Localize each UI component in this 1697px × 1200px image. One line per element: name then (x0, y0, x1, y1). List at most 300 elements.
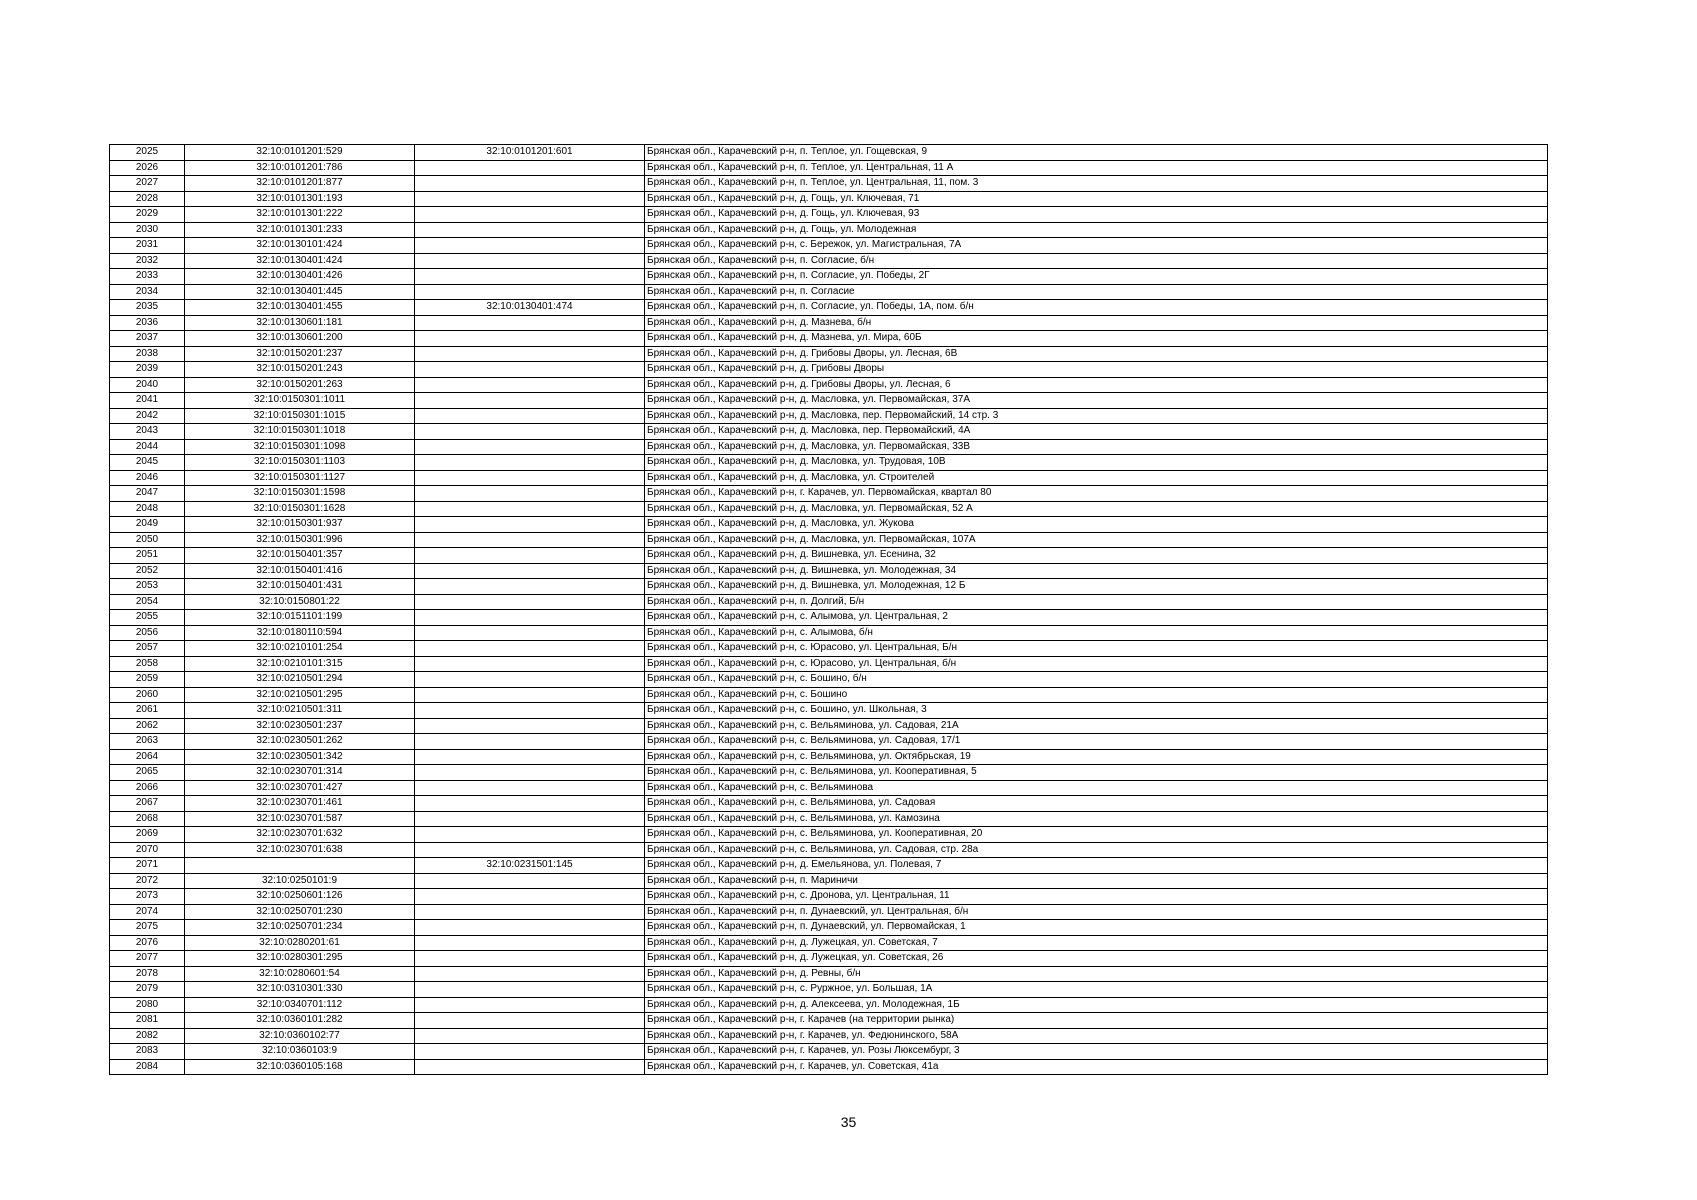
cadastral-number-cell: 32:10:0130401:424 (185, 253, 415, 269)
row-number-cell: 2056 (110, 625, 185, 641)
linked-cadastral-number-cell (415, 455, 645, 471)
linked-cadastral-number-cell (415, 532, 645, 548)
address-cell: Брянская обл., Карачевский р-н, д. Масловка, ул. Строителей (645, 470, 1548, 486)
cadastral-number-cell: 32:10:0130601:181 (185, 315, 415, 331)
cadastral-number-cell: 32:10:0150301:1015 (185, 408, 415, 424)
cadastral-number-cell: 32:10:0360105:168 (185, 1059, 415, 1075)
address-cell: Брянская обл., Карачевский р-н, д. Мазнева, ул. Мира, 60Б (645, 331, 1548, 347)
cadastral-number-cell: 32:10:0151101:199 (185, 610, 415, 626)
table-row (110, 486, 1548, 502)
address-cell: Брянская обл., Карачевский р-н, п. Согласие, ул. Победы, 1А, пом. б/н (645, 300, 1548, 316)
table-row (110, 408, 1548, 424)
table-row (110, 470, 1548, 486)
address-cell: Брянская обл., Карачевский р-н, д. Вишневка, ул. Молодежная, 34 (645, 563, 1548, 579)
table-row (110, 904, 1548, 920)
linked-cadastral-number-cell: 32:10:0130401:474 (415, 300, 645, 316)
address-cell: Брянская обл., Карачевский р-н, с. Вельяминова, ул. Октябрьская, 19 (645, 749, 1548, 765)
table-row (110, 780, 1548, 796)
row-number-cell: 2042 (110, 408, 185, 424)
table-row (110, 718, 1548, 734)
linked-cadastral-number-cell (415, 765, 645, 781)
row-number-cell: 2031 (110, 238, 185, 254)
linked-cadastral-number-cell (415, 269, 645, 285)
address-cell: Брянская обл., Карачевский р-н, д. Масловка, ул. Жукова (645, 517, 1548, 533)
table-row (110, 176, 1548, 192)
cadastral-number-cell: 32:10:0101301:233 (185, 222, 415, 238)
table-row (110, 672, 1548, 688)
linked-cadastral-number-cell (415, 703, 645, 719)
row-number-cell: 2037 (110, 331, 185, 347)
row-number-cell: 2033 (110, 269, 185, 285)
cadastral-number-cell: 32:10:0210101:315 (185, 656, 415, 672)
cadastral-number-cell: 32:10:0280201:61 (185, 935, 415, 951)
table-row (110, 734, 1548, 750)
table-row (110, 331, 1548, 347)
table-row (110, 594, 1548, 610)
cadastral-number-cell: 32:10:0230701:427 (185, 780, 415, 796)
address-cell: Брянская обл., Карачевский р-н, п. Дунаевский, ул. Первомайская, 1 (645, 920, 1548, 936)
address-cell: Брянская обл., Карачевский р-н, д. Гощь, ул. Ключевая, 93 (645, 207, 1548, 223)
address-cell: Брянская обл., Карачевский р-н, с. Юрасово, ул. Центральная, б/н (645, 656, 1548, 672)
address-cell: Брянская обл., Карачевский р-н, с. Юрасово, ул. Центральная, Б/н (645, 641, 1548, 657)
cadastral-number-cell: 32:10:0101201:786 (185, 160, 415, 176)
address-cell: Брянская обл., Карачевский р-н, д. Масловка, ул. Первомайская, 33В (645, 439, 1548, 455)
linked-cadastral-number-cell (415, 780, 645, 796)
address-cell: Брянская обл., Карачевский р-н, с. Бережок, ул. Магистральная, 7А (645, 238, 1548, 254)
address-cell: Брянская обл., Карачевский р-н, г. Карачев (на территории рынка) (645, 1013, 1548, 1029)
linked-cadastral-number-cell (415, 966, 645, 982)
address-cell: Брянская обл., Карачевский р-н, д. Алексеева, ул. Молодежная, 1Б (645, 997, 1548, 1013)
address-cell: Брянская обл., Карачевский р-н, д. Ревны, б/н (645, 966, 1548, 982)
table-row (110, 997, 1548, 1013)
cadastral-number-cell: 32:10:0150401:416 (185, 563, 415, 579)
table-row (110, 873, 1548, 889)
cadastral-number-cell: 32:10:0210501:295 (185, 687, 415, 703)
address-cell: Брянская обл., Карачевский р-н, п. Теплое, ул. Центральная, 11, пом. 3 (645, 176, 1548, 192)
linked-cadastral-number-cell (415, 222, 645, 238)
cadastral-number-cell (185, 858, 415, 874)
cadastral-number-cell: 32:10:0150301:1127 (185, 470, 415, 486)
row-number-cell: 2064 (110, 749, 185, 765)
table-row (110, 191, 1548, 207)
address-cell: Брянская обл., Карачевский р-н, д. Вишневка, ул. Молодежная, 12 Б (645, 579, 1548, 595)
linked-cadastral-number-cell (415, 176, 645, 192)
row-number-cell: 2050 (110, 532, 185, 548)
row-number-cell: 2029 (110, 207, 185, 223)
cadastral-number-cell: 32:10:0101301:222 (185, 207, 415, 223)
address-cell: Брянская обл., Карачевский р-н, с. Вельяминова, ул. Кооперативная, 20 (645, 827, 1548, 843)
page-number: 35 (840, 1114, 857, 1130)
address-cell: Брянская обл., Карачевский р-н, г. Карачев, ул. Федюнинского, 58А (645, 1028, 1548, 1044)
cadastral-number-cell: 32:10:0360102:77 (185, 1028, 415, 1044)
row-number-cell: 2057 (110, 641, 185, 657)
row-number-cell: 2043 (110, 424, 185, 440)
address-cell: Брянская обл., Карачевский р-н, с. Бошино, ул. Школьная, 3 (645, 703, 1548, 719)
table-row (110, 1044, 1548, 1060)
row-number-cell: 2063 (110, 734, 185, 750)
cadastral-number-cell: 32:10:0310301:330 (185, 982, 415, 998)
cadastral-number-cell: 32:10:0150301:1103 (185, 455, 415, 471)
cadastral-number-cell: 32:10:0130401:426 (185, 269, 415, 285)
address-cell: Брянская обл., Карачевский р-н, д. Масловка, ул. Первомайская, 107А (645, 532, 1548, 548)
cadastral-number-cell: 32:10:0150301:1098 (185, 439, 415, 455)
cadastral-number-cell: 32:10:0150301:937 (185, 517, 415, 533)
cadastral-number-cell: 32:10:0150301:1018 (185, 424, 415, 440)
row-number-cell: 2055 (110, 610, 185, 626)
linked-cadastral-number-cell (415, 873, 645, 889)
address-cell: Брянская обл., Карачевский р-н, д. Вишневка, ул. Есенина, 32 (645, 548, 1548, 564)
table-row (110, 641, 1548, 657)
cadastral-number-cell: 32:10:0150301:1628 (185, 501, 415, 517)
linked-cadastral-number-cell (415, 393, 645, 409)
linked-cadastral-number-cell (415, 1044, 645, 1060)
address-cell: Брянская обл., Карачевский р-н, п. Согласие, б/н (645, 253, 1548, 269)
cadastral-number-cell: 32:10:0210501:311 (185, 703, 415, 719)
cadastral-number-cell: 32:10:0130101:424 (185, 238, 415, 254)
table-row (110, 1059, 1548, 1075)
table-row (110, 346, 1548, 362)
row-number-cell: 2026 (110, 160, 185, 176)
linked-cadastral-number-cell (415, 842, 645, 858)
address-cell: Брянская обл., Карачевский р-н, д. Грибовы Дворы, ул. Лесная, 6В (645, 346, 1548, 362)
address-cell: Брянская обл., Карачевский р-н, д. Масловка, ул. Первомайская, 37А (645, 393, 1548, 409)
linked-cadastral-number-cell (415, 548, 645, 564)
linked-cadastral-number-cell: 32:10:0231501:145 (415, 858, 645, 874)
cadastral-number-cell: 32:10:0210501:294 (185, 672, 415, 688)
row-number-cell: 2051 (110, 548, 185, 564)
table-row (110, 625, 1548, 641)
table-row (110, 284, 1548, 300)
table-row (110, 749, 1548, 765)
row-number-cell: 2076 (110, 935, 185, 951)
table-row (110, 982, 1548, 998)
address-cell: Брянская обл., Карачевский р-н, д. Масловка, ул. Первомайская, 52 А (645, 501, 1548, 517)
table-row (110, 796, 1548, 812)
row-number-cell: 2025 (110, 145, 185, 161)
cadastral-number-cell: 32:10:0230701:314 (185, 765, 415, 781)
linked-cadastral-number-cell (415, 331, 645, 347)
row-number-cell: 2065 (110, 765, 185, 781)
linked-cadastral-number-cell (415, 563, 645, 579)
row-number-cell: 2027 (110, 176, 185, 192)
table-row (110, 222, 1548, 238)
cadastral-number-cell: 32:10:0250101:9 (185, 873, 415, 889)
table-row (110, 811, 1548, 827)
address-cell: Брянская обл., Карачевский р-н, д. Грибовы Дворы (645, 362, 1548, 378)
linked-cadastral-number-cell (415, 501, 645, 517)
linked-cadastral-number-cell (415, 796, 645, 812)
cadastral-number-cell: 32:10:0101201:529 (185, 145, 415, 161)
property-register-table (109, 144, 1548, 1075)
table-row (110, 889, 1548, 905)
cadastral-number-cell: 32:10:0180110:594 (185, 625, 415, 641)
row-number-cell: 2040 (110, 377, 185, 393)
address-cell: Брянская обл., Карачевский р-н, д. Масловка, пер. Первомайский, 4А (645, 424, 1548, 440)
table-row (110, 656, 1548, 672)
address-cell: Брянская обл., Карачевский р-н, п. Согласие, ул. Победы, 2Г (645, 269, 1548, 285)
cadastral-number-cell: 32:10:0280301:295 (185, 951, 415, 967)
cadastral-number-cell: 32:10:0130401:445 (185, 284, 415, 300)
cadastral-number-cell: 32:10:0250701:234 (185, 920, 415, 936)
row-number-cell: 2049 (110, 517, 185, 533)
table-row (110, 315, 1548, 331)
table-row (110, 935, 1548, 951)
linked-cadastral-number-cell (415, 687, 645, 703)
table-row (110, 269, 1548, 285)
linked-cadastral-number-cell (415, 641, 645, 657)
address-cell: Брянская обл., Карачевский р-н, п. Теплое, ул. Центральная, 11 А (645, 160, 1548, 176)
linked-cadastral-number-cell (415, 315, 645, 331)
address-cell: Брянская обл., Карачевский р-н, п. Долгий, Б/н (645, 594, 1548, 610)
table-row (110, 1028, 1548, 1044)
cadastral-number-cell: 32:10:0150301:996 (185, 532, 415, 548)
table-row (110, 145, 1548, 161)
cadastral-number-cell: 32:10:0130601:200 (185, 331, 415, 347)
row-number-cell: 2041 (110, 393, 185, 409)
cadastral-number-cell: 32:10:0210101:254 (185, 641, 415, 657)
cadastral-number-cell: 32:10:0230701:587 (185, 811, 415, 827)
linked-cadastral-number-cell: 32:10:0101201:601 (415, 145, 645, 161)
cadastral-number-cell: 32:10:0250601:126 (185, 889, 415, 905)
row-number-cell: 2081 (110, 1013, 185, 1029)
linked-cadastral-number-cell (415, 920, 645, 936)
table-row (110, 579, 1548, 595)
linked-cadastral-number-cell (415, 889, 645, 905)
table-row (110, 393, 1548, 409)
address-cell: Брянская обл., Карачевский р-н, д. Лужецкая, ул. Советская, 7 (645, 935, 1548, 951)
table-row (110, 532, 1548, 548)
linked-cadastral-number-cell (415, 238, 645, 254)
row-number-cell: 2046 (110, 470, 185, 486)
table-row (110, 920, 1548, 936)
linked-cadastral-number-cell (415, 935, 645, 951)
cadastral-number-cell: 32:10:0101301:193 (185, 191, 415, 207)
cadastral-number-cell: 32:10:0101201:877 (185, 176, 415, 192)
linked-cadastral-number-cell (415, 377, 645, 393)
table-row (110, 377, 1548, 393)
cadastral-number-cell: 32:10:0150301:1598 (185, 486, 415, 502)
address-cell: Брянская обл., Карачевский р-н, д. Гощь, ул. Молодежная (645, 222, 1548, 238)
address-cell: Брянская обл., Карачевский р-н, с. Вельяминова, ул. Садовая, стр. 28а (645, 842, 1548, 858)
row-number-cell: 2045 (110, 455, 185, 471)
row-number-cell: 2052 (110, 563, 185, 579)
cadastral-number-cell: 32:10:0230701:632 (185, 827, 415, 843)
table-row (110, 1013, 1548, 1029)
table-row (110, 610, 1548, 626)
address-cell: Брянская обл., Карачевский р-н, с. Алымова, б/н (645, 625, 1548, 641)
row-number-cell: 2084 (110, 1059, 185, 1075)
linked-cadastral-number-cell (415, 610, 645, 626)
table-row (110, 966, 1548, 982)
row-number-cell: 2044 (110, 439, 185, 455)
row-number-cell: 2039 (110, 362, 185, 378)
linked-cadastral-number-cell (415, 1013, 645, 1029)
address-cell: Брянская обл., Карачевский р-н, с. Бошино, б/н (645, 672, 1548, 688)
address-cell: Брянская обл., Карачевский р-н, с. Дронова, ул. Центральная, 11 (645, 889, 1548, 905)
linked-cadastral-number-cell (415, 982, 645, 998)
table-row (110, 951, 1548, 967)
address-cell: Брянская обл., Карачевский р-н, д. Масловка, ул. Трудовая, 10В (645, 455, 1548, 471)
row-number-cell: 2047 (110, 486, 185, 502)
row-number-cell: 2075 (110, 920, 185, 936)
row-number-cell: 2079 (110, 982, 185, 998)
linked-cadastral-number-cell (415, 1028, 645, 1044)
row-number-cell: 2069 (110, 827, 185, 843)
address-cell: Брянская обл., Карачевский р-н, г. Карачев, ул. Розы Люксембург, 3 (645, 1044, 1548, 1060)
row-number-cell: 2028 (110, 191, 185, 207)
linked-cadastral-number-cell (415, 439, 645, 455)
table-row (110, 207, 1548, 223)
linked-cadastral-number-cell (415, 486, 645, 502)
table-row (110, 827, 1548, 843)
row-number-cell: 2034 (110, 284, 185, 300)
row-number-cell: 2078 (110, 966, 185, 982)
address-cell: Брянская обл., Карачевский р-н, с. Алымова, ул. Центральная, 2 (645, 610, 1548, 626)
table-row (110, 858, 1548, 874)
table-row (110, 439, 1548, 455)
table-row (110, 517, 1548, 533)
linked-cadastral-number-cell (415, 424, 645, 440)
address-cell: Брянская обл., Карачевский р-н, д. Грибовы Дворы, ул. Лесная, 6 (645, 377, 1548, 393)
row-number-cell: 2053 (110, 579, 185, 595)
address-cell: Брянская обл., Карачевский р-н, с. Вельяминова, ул. Садовая (645, 796, 1548, 812)
table-row (110, 703, 1548, 719)
table-row (110, 563, 1548, 579)
cadastral-number-cell: 32:10:0150401:431 (185, 579, 415, 595)
cadastral-number-cell: 32:10:0230501:342 (185, 749, 415, 765)
row-number-cell: 2071 (110, 858, 185, 874)
cadastral-number-cell: 32:10:0150201:263 (185, 377, 415, 393)
address-cell: Брянская обл., Карачевский р-н, д. Гощь, ул. Ключевая, 71 (645, 191, 1548, 207)
table-row (110, 455, 1548, 471)
row-number-cell: 2077 (110, 951, 185, 967)
table-row (110, 687, 1548, 703)
linked-cadastral-number-cell (415, 904, 645, 920)
cadastral-number-cell: 32:10:0230501:262 (185, 734, 415, 750)
row-number-cell: 2083 (110, 1044, 185, 1060)
linked-cadastral-number-cell (415, 408, 645, 424)
linked-cadastral-number-cell (415, 207, 645, 223)
address-cell: Брянская обл., Карачевский р-н, д. Мазнева, б/н (645, 315, 1548, 331)
linked-cadastral-number-cell (415, 517, 645, 533)
cadastral-number-cell: 32:10:0150801:22 (185, 594, 415, 610)
table-row (110, 160, 1548, 176)
cadastral-number-cell: 32:10:0230701:638 (185, 842, 415, 858)
table-row (110, 424, 1548, 440)
row-number-cell: 2035 (110, 300, 185, 316)
cadastral-number-cell: 32:10:0150401:357 (185, 548, 415, 564)
address-cell: Брянская обл., Карачевский р-н, с. Вельяминова (645, 780, 1548, 796)
cadastral-number-cell: 32:10:0230701:461 (185, 796, 415, 812)
address-cell: Брянская обл., Карачевский р-н, п. Дунаевский, ул. Центральная, б/н (645, 904, 1548, 920)
address-cell: Брянская обл., Карачевский р-н, д. Лужецкая, ул. Советская, 26 (645, 951, 1548, 967)
linked-cadastral-number-cell (415, 951, 645, 967)
row-number-cell: 2038 (110, 346, 185, 362)
linked-cadastral-number-cell (415, 656, 645, 672)
linked-cadastral-number-cell (415, 594, 645, 610)
cadastral-number-cell: 32:10:0250701:230 (185, 904, 415, 920)
address-cell: Брянская обл., Карачевский р-н, г. Карачев, ул. Советская, 41а (645, 1059, 1548, 1075)
row-number-cell: 2060 (110, 687, 185, 703)
row-number-cell: 2080 (110, 997, 185, 1013)
table-row (110, 842, 1548, 858)
address-cell: Брянская обл., Карачевский р-н, п. Теплое, ул. Гощевская, 9 (645, 145, 1548, 161)
linked-cadastral-number-cell (415, 362, 645, 378)
linked-cadastral-number-cell (415, 734, 645, 750)
row-number-cell: 2073 (110, 889, 185, 905)
table-row (110, 362, 1548, 378)
linked-cadastral-number-cell (415, 827, 645, 843)
address-cell: Брянская обл., Карачевский р-н, с. Бошино (645, 687, 1548, 703)
linked-cadastral-number-cell (415, 718, 645, 734)
linked-cadastral-number-cell (415, 470, 645, 486)
table-row (110, 765, 1548, 781)
linked-cadastral-number-cell (415, 625, 645, 641)
address-cell: Брянская обл., Карачевский р-н, с. Вельяминова, ул. Камозина (645, 811, 1548, 827)
table-row (110, 548, 1548, 564)
row-number-cell: 2062 (110, 718, 185, 734)
row-number-cell: 2068 (110, 811, 185, 827)
address-cell: Брянская обл., Карачевский р-н, п. Согласие (645, 284, 1548, 300)
address-cell: Брянская обл., Карачевский р-н, г. Карачев, ул. Первомайская, квартал 80 (645, 486, 1548, 502)
row-number-cell: 2061 (110, 703, 185, 719)
table-row (110, 501, 1548, 517)
row-number-cell: 2067 (110, 796, 185, 812)
row-number-cell: 2070 (110, 842, 185, 858)
table-row (110, 238, 1548, 254)
linked-cadastral-number-cell (415, 191, 645, 207)
linked-cadastral-number-cell (415, 811, 645, 827)
cadastral-number-cell: 32:10:0130401:455 (185, 300, 415, 316)
linked-cadastral-number-cell (415, 997, 645, 1013)
row-number-cell: 2058 (110, 656, 185, 672)
address-cell: Брянская обл., Карачевский р-н, п. Мариничи (645, 873, 1548, 889)
linked-cadastral-number-cell (415, 749, 645, 765)
address-cell: Брянская обл., Карачевский р-н, с. Руржное, ул. Большая, 1А (645, 982, 1548, 998)
address-cell: Брянская обл., Карачевский р-н, с. Вельяминова, ул. Кооперативная, 5 (645, 765, 1548, 781)
row-number-cell: 2054 (110, 594, 185, 610)
table-row (110, 300, 1548, 316)
address-cell: Брянская обл., Карачевский р-н, с. Вельяминова, ул. Садовая, 17/1 (645, 734, 1548, 750)
row-number-cell: 2066 (110, 780, 185, 796)
row-number-cell: 2030 (110, 222, 185, 238)
address-cell: Брянская обл., Карачевский р-н, д. Масловка, пер. Первомайский, 14 стр. 3 (645, 408, 1548, 424)
cadastral-number-cell: 32:10:0230501:237 (185, 718, 415, 734)
linked-cadastral-number-cell (415, 1059, 645, 1075)
linked-cadastral-number-cell (415, 579, 645, 595)
cadastral-number-cell: 32:10:0340701:112 (185, 997, 415, 1013)
cadastral-number-cell: 32:10:0150201:243 (185, 362, 415, 378)
linked-cadastral-number-cell (415, 284, 645, 300)
row-number-cell: 2082 (110, 1028, 185, 1044)
row-number-cell: 2072 (110, 873, 185, 889)
cadastral-number-cell: 32:10:0280601:54 (185, 966, 415, 982)
row-number-cell: 2048 (110, 501, 185, 517)
row-number-cell: 2032 (110, 253, 185, 269)
cadastral-number-cell: 32:10:0360101:282 (185, 1013, 415, 1029)
table-row (110, 253, 1548, 269)
cadastral-number-cell: 32:10:0360103:9 (185, 1044, 415, 1060)
linked-cadastral-number-cell (415, 346, 645, 362)
cadastral-number-cell: 32:10:0150201:237 (185, 346, 415, 362)
cadastral-number-cell: 32:10:0150301:1011 (185, 393, 415, 409)
register-table-container (109, 144, 1547, 1075)
linked-cadastral-number-cell (415, 160, 645, 176)
linked-cadastral-number-cell (415, 672, 645, 688)
row-number-cell: 2074 (110, 904, 185, 920)
row-number-cell: 2059 (110, 672, 185, 688)
row-number-cell: 2036 (110, 315, 185, 331)
